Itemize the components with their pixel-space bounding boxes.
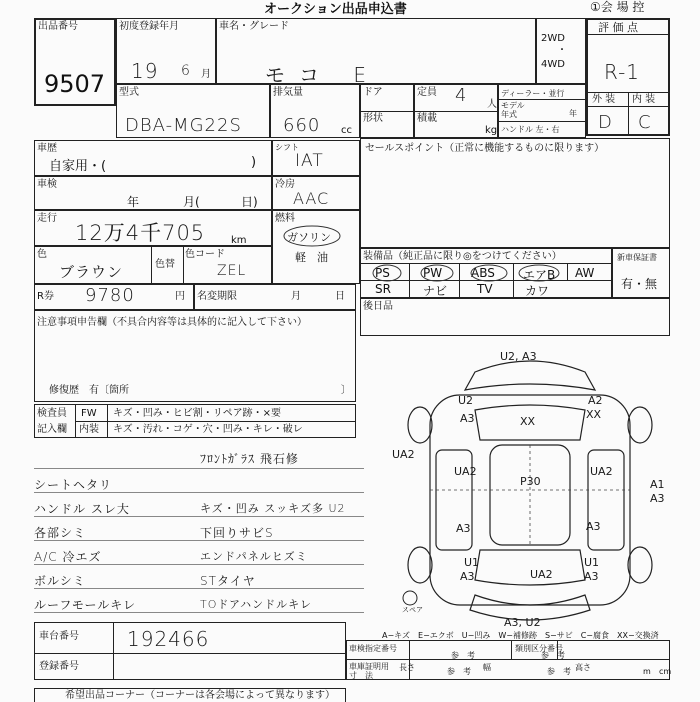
sales-point-label: セールスポイント（正常に機能するものに限ります） (365, 143, 605, 154)
drive-box (536, 18, 586, 84)
remark-left-5: A/C 冷エズ (34, 550, 102, 564)
equip-tv: TV (477, 282, 493, 296)
color-box (34, 246, 272, 284)
inspection-label: 車検 (37, 179, 57, 190)
mark-roof: XX (520, 415, 536, 428)
car-name-value: モコ E (265, 63, 380, 87)
first-registration-month: 6 (181, 63, 191, 79)
interior-grade: C (638, 112, 652, 133)
recycle-box (34, 284, 194, 310)
meter-unit: m (643, 667, 651, 676)
mark-door-fl: UA2 (454, 465, 477, 478)
ac-label: 冷房 (275, 179, 295, 190)
cert-number-label: 車検指定番号 (349, 644, 397, 653)
remark-right-3: キズ・凹み スッキズ多 U2 (200, 502, 346, 515)
later-items-box (360, 298, 670, 336)
mark-rl-2: A3 (460, 570, 475, 583)
sales-point-box (360, 138, 670, 248)
yen-unit: 円 (175, 291, 185, 302)
mark-door-rr: A3 (586, 520, 601, 533)
lot-number-box (34, 18, 116, 106)
mark-lf-1: U2 (458, 394, 474, 407)
capacity-unit: 人 (487, 99, 497, 110)
remark-left-7: ルーフモールキレ (34, 598, 137, 612)
displacement-box (270, 84, 360, 138)
capacity-box (414, 84, 498, 138)
damage-legend: A−キズ E−エクボ U−凹み W−補修跡 S−サビ C−腐食 XX−交換済 (382, 631, 659, 640)
mark-door-fr: UA2 (590, 465, 613, 478)
inspector-label: 検査員 (37, 408, 67, 419)
history-value: 自家用・( (49, 159, 107, 174)
name-change-month: 月 (291, 291, 301, 302)
equip-leather: カワ (525, 284, 550, 298)
mark-right-2: A3 (650, 492, 665, 505)
evaluation-box (586, 18, 670, 136)
mark-rf-1: A2 (588, 394, 603, 407)
exterior-label: 外 装 (592, 94, 616, 105)
car-outline (408, 361, 652, 620)
model-value: DBA-MG22S (125, 115, 242, 136)
mark-center: P30 (520, 475, 541, 488)
equip-aw: AW (575, 266, 595, 280)
mark-top: U2, A3 (500, 350, 537, 363)
dot-label: ・ (557, 45, 567, 56)
equip-navi: ナビ (423, 284, 448, 298)
car-name-label: 車名・グレード (219, 21, 289, 32)
rank-label: ①会 場 控 (590, 0, 645, 14)
mileage-box (34, 210, 272, 246)
shift-box (272, 140, 360, 176)
fuel-diesel: 軽 油 (295, 251, 328, 264)
height-label: 高さ (575, 663, 591, 672)
mark-rr-1: U1 (584, 556, 600, 569)
cc-unit: cc (341, 125, 352, 136)
warranty-value: 有・無 (621, 277, 658, 291)
interior-label: 内 装 (632, 94, 656, 105)
inspection-box (34, 176, 272, 210)
displacement-value: 660 (283, 115, 321, 136)
mark-lf-2: A3 (460, 412, 475, 425)
mark-rl-1: U1 (464, 556, 480, 569)
chassis-value: 192466 (127, 627, 210, 651)
gas-circle (281, 223, 343, 249)
garage-cert-label: 車庫証明用 寸 法 (349, 662, 389, 680)
remark-right-7: TOドアハンドルキレ (200, 598, 313, 611)
model-label: 型式 (119, 87, 139, 98)
month-unit: 月 (201, 69, 211, 80)
recycle-label: R券 (37, 291, 54, 302)
remark-left-4: 各部シミ (34, 526, 87, 540)
equip-sr: SR (375, 282, 391, 296)
dealer-box (498, 84, 586, 138)
footer-label: 希望出品コーナー（コーナーは各会場によって異なります） (65, 690, 335, 701)
model-box (116, 84, 270, 138)
repaint-label: 色替 (155, 259, 175, 270)
equip-airbag: エアB (523, 268, 556, 282)
color-value: ブラウン (59, 263, 124, 281)
repair-history-label: 修復歴 有〔箇所 (49, 385, 129, 396)
spare-label: スペア (402, 606, 423, 614)
inspection-day: 日) (241, 195, 258, 209)
name-change-box (194, 284, 356, 310)
year-unit: 年 (569, 109, 577, 118)
km-unit: km (231, 235, 247, 246)
remark-right-1: ﾌﾛﾝﾄｶﾞﾗｽ 飛石修 (200, 452, 299, 466)
spare-tire-icon (403, 591, 417, 605)
history-box (34, 140, 272, 176)
remark-right-5: エンドパネルヒズミ (200, 550, 308, 563)
kg-unit: kg (485, 125, 498, 136)
class-number-label: 類別区分番号 (515, 644, 563, 653)
mark-rf-2: XX (586, 408, 602, 421)
header (34, 0, 670, 18)
dealer-label: ディーラー・並行 (501, 89, 565, 98)
first-registration-box (116, 18, 216, 84)
ac-value: AAC (293, 189, 330, 208)
caution-label: 注意事項申告欄（不具合内容等は具体的に記入して下さい） (37, 317, 307, 328)
lot-number-value: 9507 (44, 70, 106, 98)
mark-rr-2: A3 (584, 570, 599, 583)
repair-close: 〕 (341, 385, 351, 396)
first-registration-label: 初度登録年月 (119, 21, 179, 32)
entry-label: 記入欄 (37, 424, 67, 435)
warranty-box (612, 248, 670, 298)
fw-items: キズ・凹み・ヒビ割・リペア跡・×要 (113, 408, 281, 419)
color-code-value: ZEL (217, 263, 247, 279)
chassis-box (34, 622, 346, 680)
inspector-box (34, 404, 356, 438)
ac-box (272, 176, 360, 210)
car-damage-diagram (380, 340, 680, 630)
fuel-gas: ガソリン (287, 231, 331, 244)
equip-pw: PW (423, 266, 443, 280)
exterior-grade: D (598, 112, 613, 133)
door-label: ドア (363, 87, 383, 98)
equip-ps: PS (375, 266, 390, 280)
shift-value: IAT (295, 151, 324, 171)
equip-abs: ABS (471, 266, 495, 280)
equipment-label: 装備品（純正品に限り◎をつけてください） (363, 251, 562, 262)
mileage-label: 走行 (37, 213, 57, 224)
lot-number-label: 出品番号 (38, 21, 78, 32)
mark-hood-left: UA2 (392, 448, 415, 461)
sanshou-3: 参 考 (447, 667, 471, 676)
remark-left-2: シートヘタリ (34, 478, 113, 492)
remark-right-4: 下回りサビS (200, 526, 274, 540)
fw-label: FW (81, 408, 97, 419)
name-change-label: 名変期限 (197, 291, 237, 302)
4wd-label: 4WD (541, 59, 565, 70)
length-label: 長さ (399, 663, 415, 672)
remark-right-6: STタイヤ (200, 574, 256, 588)
mark-rear-center: UA2 (530, 568, 553, 581)
interior-items: キズ・汚れ・コゲ・穴・凹み・キレ・破レ (113, 424, 303, 435)
name-change-day: 日 (335, 291, 345, 302)
remark-left-3: ハンドル スレ大 (34, 502, 130, 516)
history-label: 車歴 (37, 143, 57, 154)
sanshou-1: 参 考 (451, 651, 475, 660)
recycle-value: 9780 (85, 285, 135, 306)
mark-bottom: A3, U2 (504, 616, 541, 629)
evaluation-label: 評 価 点 (598, 21, 638, 34)
registration-label: 登録番号 (39, 661, 79, 672)
equipment-circles (365, 263, 575, 283)
handle-label: ハンドル 左・右 (501, 125, 560, 134)
inspection-month: 月( (183, 195, 200, 209)
width-label: 幅 (483, 663, 491, 672)
shape-label: 形状 (363, 113, 383, 124)
door-shape-box (360, 84, 414, 138)
remark-left-6: ボルシミ (34, 574, 86, 588)
warranty-label: 新車保証書 (617, 253, 657, 262)
2wd-label: 2WD (541, 33, 565, 44)
caution-box (34, 310, 356, 402)
capacity-value: 4 (455, 85, 468, 106)
evaluation-score: R-1 (604, 60, 641, 84)
later-items-label: 後日品 (363, 301, 393, 312)
mileage-value: 12万4千705 (75, 221, 206, 245)
load-label: 積載 (417, 113, 437, 124)
displacement-label: 排気量 (273, 87, 303, 98)
color-label: 色 (37, 249, 47, 260)
cert-box (346, 640, 670, 680)
cm-unit: cm (659, 667, 672, 676)
chassis-label: 車台番号 (39, 631, 79, 642)
mark-right-1: A1 (650, 478, 665, 491)
shift-label: シフト (275, 143, 299, 152)
inspection-year: 年 (127, 195, 140, 209)
mark-left-a3: A3 (456, 522, 471, 535)
history-close: ) (251, 155, 257, 170)
model-year-label: モデル 年式 (501, 101, 525, 119)
form-title: オークション出品申込書 (264, 2, 407, 17)
interior-inspect-label: 内装 (79, 424, 99, 435)
sanshou-4: 参 考 (547, 667, 571, 676)
color-code-label: 色コード (185, 249, 225, 260)
fuel-box (272, 210, 360, 284)
first-registration-year: 19 (131, 59, 159, 83)
fuel-label: 燃料 (275, 213, 295, 224)
car-name-box (216, 18, 536, 87)
equipment-box (360, 248, 612, 298)
sanshou-2: 参 考 (541, 651, 565, 660)
remarks-area (34, 440, 364, 620)
capacity-label: 定員 (417, 87, 437, 98)
